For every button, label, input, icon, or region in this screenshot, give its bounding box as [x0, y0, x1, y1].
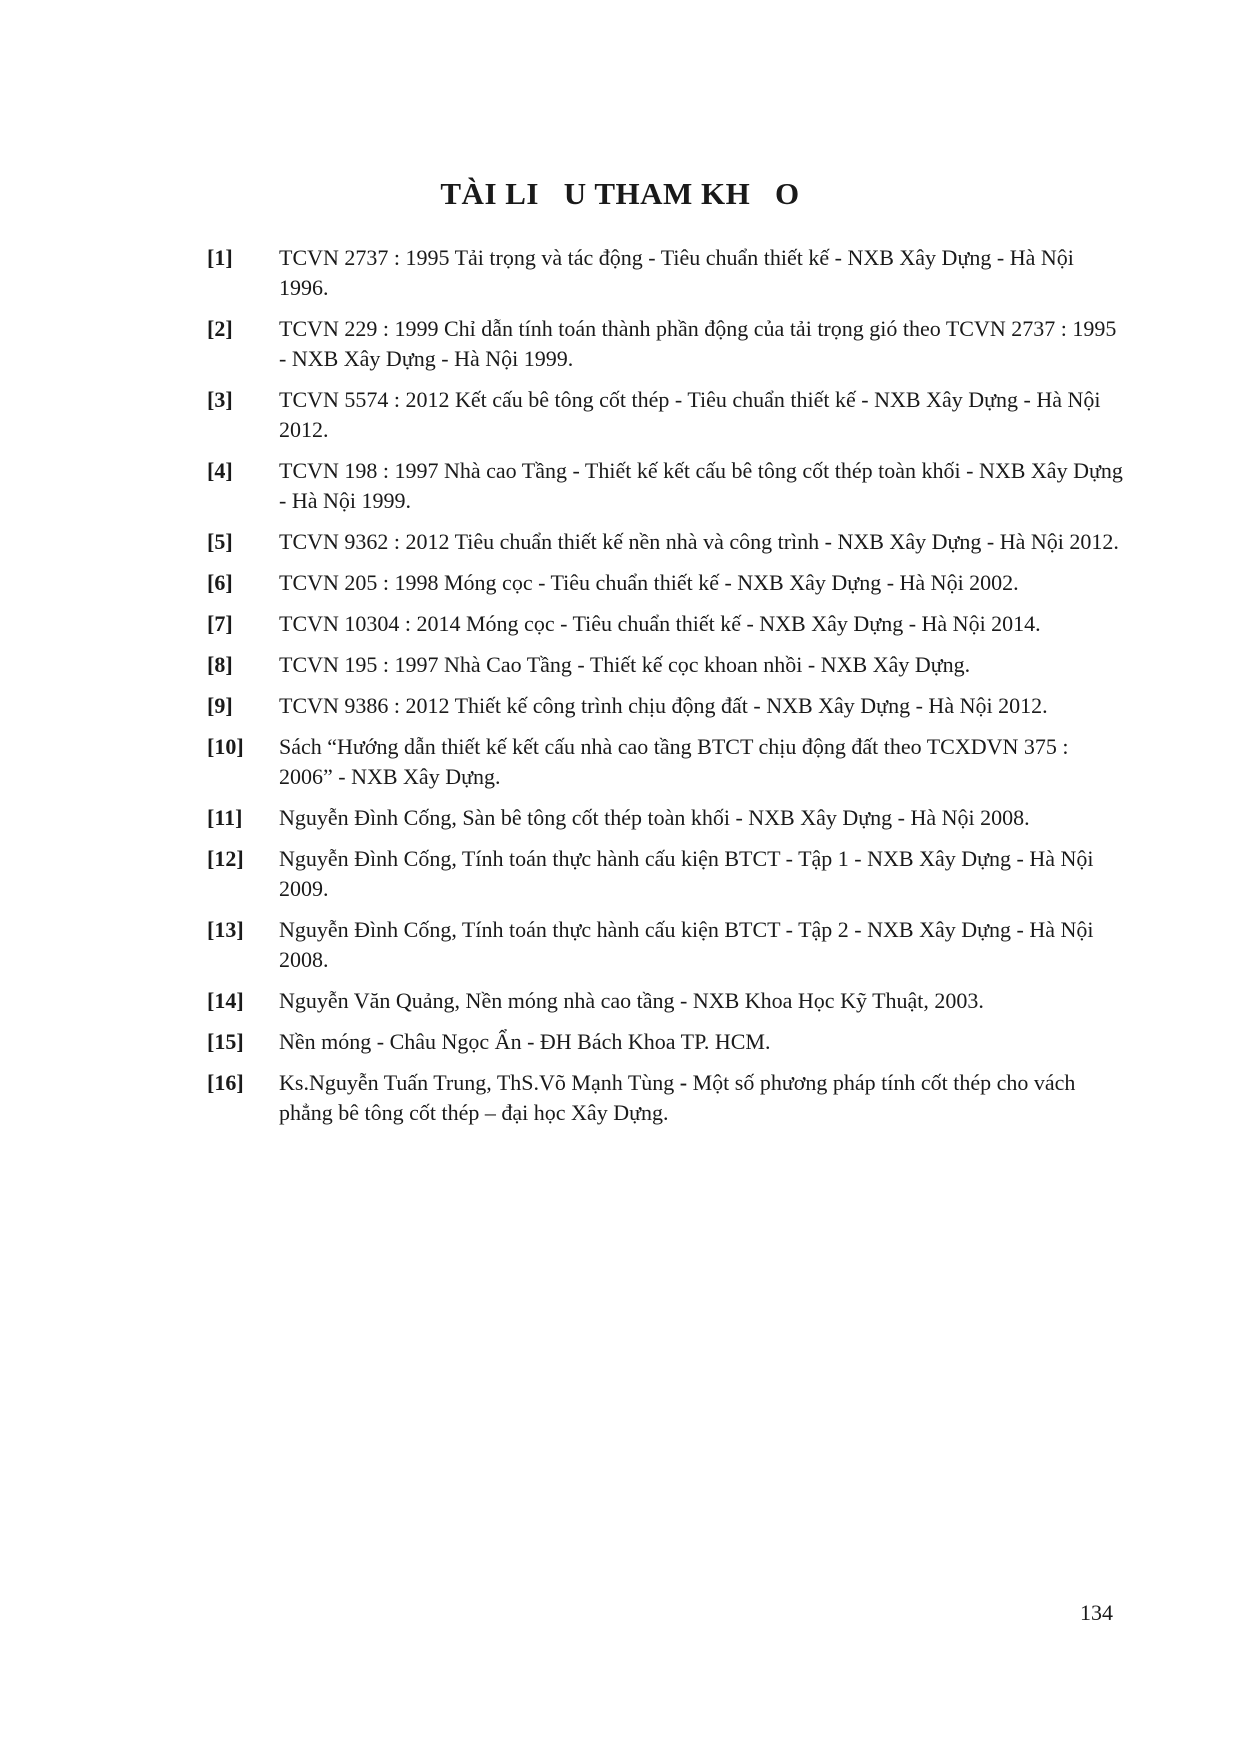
- reference-item: [207, 732, 1127, 792]
- reference-text: Sách “Hướng dẫn thiết kế kết cấu nhà cao tầng BTCT chịu động đất theo TCXDVN 375 : 2006” - NXB Xây Dựng.: [279, 734, 1069, 789]
- reference-text: TCVN 10304 : 2014 Móng cọc - Tiêu chuẩn thiết kế - NXB Xây Dựng - Hà Nội 2014.: [279, 611, 1041, 636]
- reference-item: [207, 527, 1127, 557]
- reference-item: [207, 1027, 1127, 1057]
- reference-item: [207, 915, 1127, 975]
- reference-text: Nguyễn Đình Cống, Tính toán thực hành cấu kiện BTCT - Tập 1 - NXB Xây Dựng - Hà Nội 2009.: [279, 846, 1094, 901]
- reference-item: [207, 314, 1127, 374]
- reference-text: TCVN 2737 : 1995 Tải trọng và tác động - Tiêu chuẩn thiết kế - NXB Xây Dựng - Hà Nội 1996.: [279, 245, 1074, 300]
- reference-text: TCVN 229 : 1999 Chỉ dẫn tính toán thành phần động của tải trọng gió theo TCVN 2737 : 1995 - NXB Xây Dựng - Hà Nội 1999.: [279, 316, 1117, 371]
- reference-text: TCVN 198 : 1997 Nhà cao Tầng - Thiết kế kết cấu bê tông cốt thép toàn khối - NXB Xây Dựng - Hà Nội 1999.: [279, 458, 1123, 513]
- reference-number: [2]: [207, 316, 233, 341]
- reference-text: TCVN 5574 : 2012 Kết cấu bê tông cốt thép - Tiêu chuẩn thiết kế - NXB Xây Dựng - Hà Nội 2012.: [279, 387, 1101, 442]
- reference-number: [6]: [207, 570, 233, 595]
- reference-text: Nguyễn Văn Quảng, Nền móng nhà cao tầng - NXB Khoa Học Kỹ Thuật, 2003.: [279, 988, 984, 1013]
- reference-separator: -: [674, 1070, 693, 1095]
- reference-item: [207, 986, 1127, 1016]
- reference-number: [1]: [207, 245, 233, 270]
- reference-text: TCVN 9386 : 2012 Thiết kế công trình chịu động đất - NXB Xây Dựng - Hà Nội 2012.: [279, 693, 1048, 718]
- reference-title: Một số phương pháp tính cốt thép cho vách phẳng bê tông cốt thép – đại học Xây Dựng.: [279, 1070, 1076, 1125]
- reference-text: TCVN 9362 : 2012 Tiêu chuẩn thiết kế nền nhà và công trình - NXB Xây Dựng - Hà Nội 2012.: [279, 529, 1119, 554]
- page-number: 134: [1080, 1600, 1113, 1625]
- reference-number: [5]: [207, 529, 233, 554]
- reference-number: [13]: [207, 917, 244, 942]
- reference-number: [15]: [207, 1029, 244, 1054]
- reference-item: [207, 568, 1127, 598]
- reference-number: [14]: [207, 988, 244, 1013]
- reference-text: Nền móng - Châu Ngọc Ẩn - ĐH Bách Khoa TP. HCM.: [279, 1029, 771, 1054]
- reference-item: [207, 456, 1127, 516]
- reference-number: [4]: [207, 458, 233, 483]
- reference-item: [207, 609, 1127, 639]
- reference-number: [16]: [207, 1070, 244, 1095]
- page-title: TÀI LI U THAM KH O: [440, 176, 800, 211]
- reference-item: [207, 844, 1127, 904]
- reference-text: TCVN 205 : 1998 Móng cọc - Tiêu chuẩn thiết kế - NXB Xây Dựng - Hà Nội 2002.: [279, 570, 1019, 595]
- reference-item: [207, 385, 1127, 445]
- reference-number: [12]: [207, 846, 244, 871]
- reference-item: [207, 1068, 1127, 1128]
- reference-text: Nguyễn Đình Cống, Sàn bê tông cốt thép toàn khối - NXB Xây Dựng - Hà Nội 2008.: [279, 805, 1030, 830]
- reference-list: [207, 243, 1127, 1139]
- reference-authors: Ks.Nguyễn Tuấn Trung, ThS.Võ Mạnh Tùng: [279, 1070, 675, 1095]
- reference-item: [207, 243, 1127, 303]
- reference-item: [207, 803, 1127, 833]
- reference-text: [279, 1068, 1127, 1128]
- reference-text: TCVN 195 : 1997 Nhà Cao Tầng - Thiết kế cọc khoan nhồi - NXB Xây Dựng.: [279, 652, 971, 677]
- reference-number: [11]: [207, 805, 243, 830]
- reference-number: [9]: [207, 693, 233, 718]
- reference-number: [8]: [207, 652, 233, 677]
- reference-number: [10]: [207, 734, 244, 759]
- reference-text: Nguyễn Đình Cống, Tính toán thực hành cấu kiện BTCT - Tập 2 - NXB Xây Dựng - Hà Nội 2008.: [279, 917, 1094, 972]
- reference-number: [7]: [207, 611, 233, 636]
- reference-item: [207, 691, 1127, 721]
- reference-number: [3]: [207, 387, 233, 412]
- reference-item: [207, 650, 1127, 680]
